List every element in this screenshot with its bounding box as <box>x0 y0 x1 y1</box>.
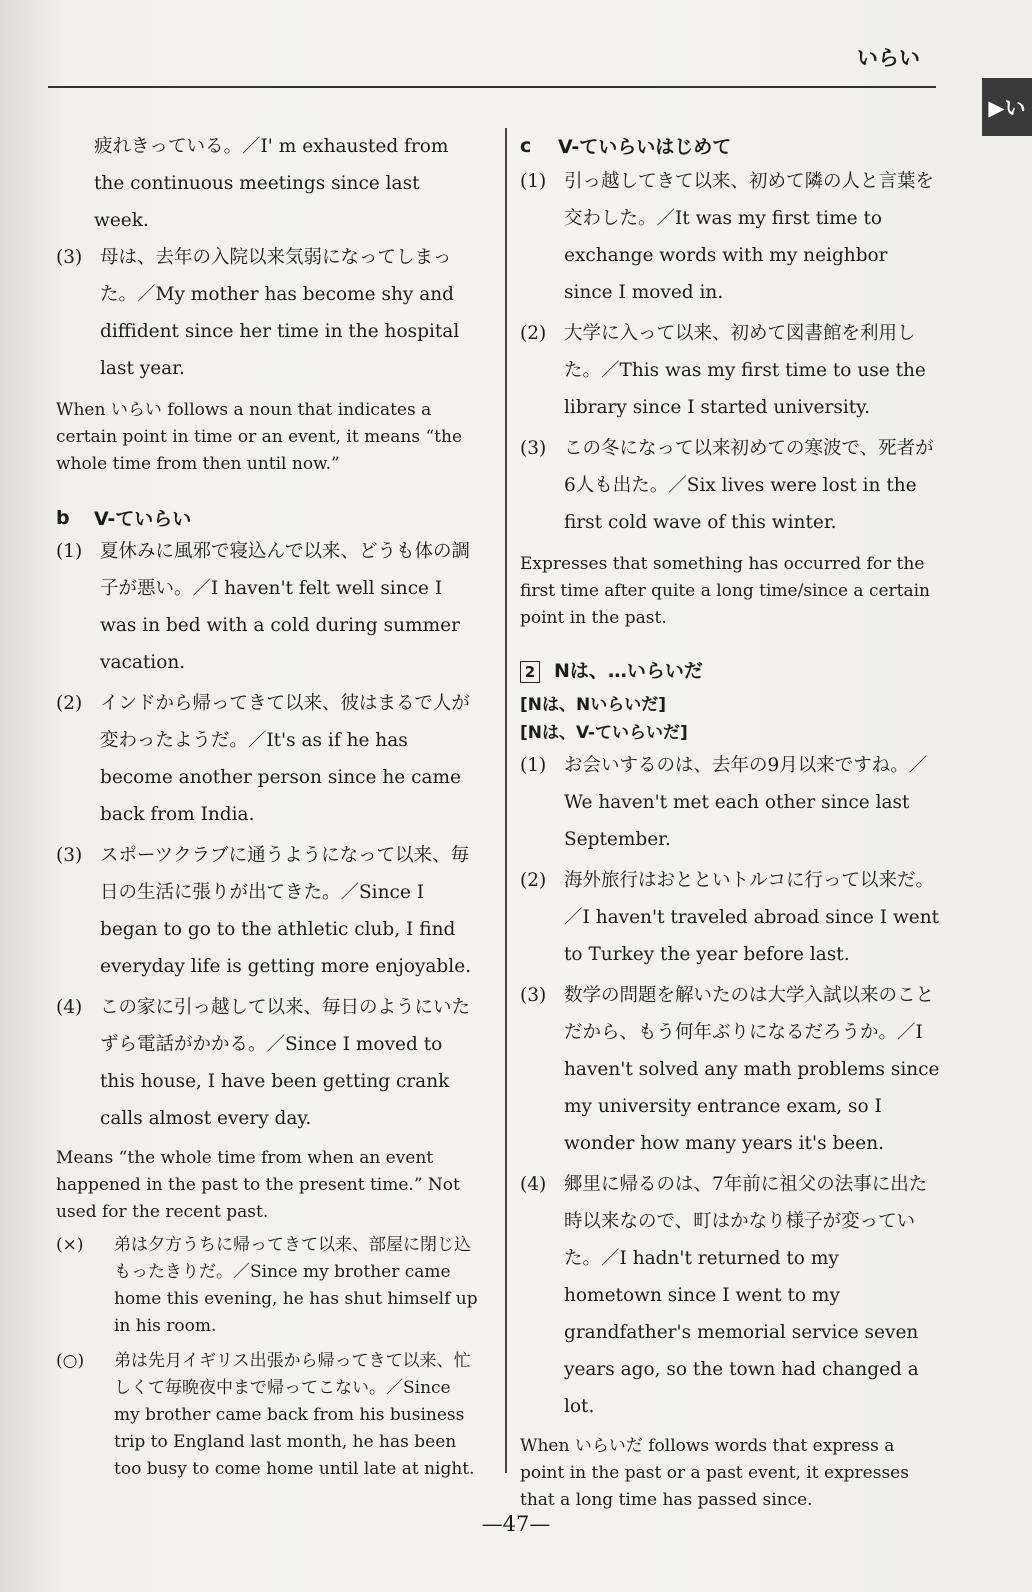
page-number: —47— <box>481 1512 551 1536</box>
running-header: いらい <box>857 46 920 70</box>
example-number: (2) <box>520 870 547 891</box>
example-2-4 <box>520 1166 940 1425</box>
example-text: 郷里に帰るのは、7年前に祖父の法事に出た時以来なので、町はかなり様子が変っていた。／I hadn't returned to my hometown since I went to my grandfather's memorial service seven years ago, so the town had changed a lot. <box>564 1174 928 1417</box>
section-title: Nは、…いらいだ <box>554 660 703 682</box>
example-b2 <box>56 685 478 833</box>
index-tab: ▶い <box>982 78 1032 136</box>
section-heading-2 <box>520 656 940 683</box>
right-column <box>520 128 940 1520</box>
example-2-3 <box>520 977 940 1162</box>
section-heading-c <box>520 132 940 159</box>
example-text: この冬になって以来初めての寒波で、死者が6人も出た。／Six lives were lost in the first cold wave of this winter. <box>564 438 934 533</box>
example-number: (3) <box>520 985 547 1006</box>
section-title: V-ていらいはじめて <box>558 136 732 158</box>
example-number: (2) <box>520 323 547 344</box>
example-text: 夏休みに風邪で寝込んで以来、どうも体の調子が悪い。／I haven't felt well since I was in bed with a cold during summer vacation. <box>100 541 471 673</box>
correct-example <box>56 1348 478 1483</box>
incorrect-example <box>56 1232 478 1340</box>
example-text: 引っ越してきて以来、初めて隣の人と言葉を交わした。／It was my first time to exchange words with my neighbor since I moved in. <box>564 171 935 303</box>
example-number: (1) <box>56 541 83 562</box>
correct-mark: (○) <box>56 1351 85 1371</box>
example-text: 弟は夕方うちに帰ってきて以来、部屋に閉じ込もったきりだ。／Since my brother came home this evening, he has shut himself up in his room. <box>114 1235 478 1336</box>
pattern-label: [Nは、V-ていらいだ] <box>520 723 688 743</box>
example-text: 母は、去年の入院以来気弱になってしまった。／My mother has become shy and diffident since her time in the hospital last year. <box>100 247 460 379</box>
example-c3 <box>520 430 940 541</box>
pattern-label: [Nは、Nいらいだ] <box>520 695 666 715</box>
left-column <box>56 128 478 1483</box>
example-2-1 <box>520 747 940 858</box>
example-text: 弟は先月イギリス出張から帰ってきて以来、忙しくて毎晩夜中まで帰ってこない。／Since my brother came back from his business trip to England last month, he has been too busy to come home until late at night. <box>114 1351 475 1479</box>
example-text: インドから帰ってきて以来、彼はまるで人が変わったようだ。／It's as if he has become another person since he came back from India. <box>100 693 470 825</box>
section-title: V-ていらい <box>94 508 192 530</box>
example-number: (3) <box>520 438 547 459</box>
example-a3 <box>56 239 478 387</box>
example-2-2 <box>520 862 940 973</box>
example-number: (3) <box>56 247 83 268</box>
example-text: 海外旅行はおとといトルコに行って以来だ。／I haven't traveled abroad since I went to Turkey the year before last. <box>564 870 940 965</box>
example-b4 <box>56 989 478 1137</box>
usage-note: Expresses that something has occurred for the first time after quite a long time/since a certain point in the past. <box>520 554 931 628</box>
header-rule <box>48 86 936 88</box>
example-number: (1) <box>520 171 547 192</box>
example-text: スポーツクラブに通うようになって以来、毎日の生活に張りが出てきた。／Since I began to go to the athletic club, I find everyday life is getting more enjoyable. <box>100 845 472 977</box>
example-text: この家に引っ越して以来、毎日のようにいたずら電話がかかる。／Since I moved to this house, I have been getting crank calls almost every day. <box>100 997 471 1129</box>
example-number: (2) <box>56 693 83 714</box>
section-letter: b <box>56 506 70 529</box>
usage-note: Means “the whole time from when an event happened in the past to the present time.” Not used for the recent past. <box>56 1148 460 1222</box>
incorrect-mark: (×) <box>56 1235 84 1255</box>
usage-note: When いらい follows a noun that indicates a certain point in time or an event, it means “the whole time from then until now.” <box>56 400 463 474</box>
example-number: (3) <box>56 845 83 866</box>
example-b1 <box>56 533 478 681</box>
example-text: 疲れきっている。／I' m exhausted from the continuous meetings since last week. <box>94 136 449 231</box>
example-number: (1) <box>520 755 547 776</box>
example-c1 <box>520 163 940 311</box>
example-text: 大学に入って以来、初めて図書館を利用した。／This was my first time to use the library since I started university. <box>564 323 926 418</box>
section-letter: c <box>520 134 532 157</box>
example-number: (4) <box>56 997 83 1018</box>
section-heading-b <box>56 504 478 531</box>
column-divider <box>505 128 507 1473</box>
example-c2 <box>520 315 940 426</box>
example-text: お会いするのは、去年の9月以来ですね。／We haven't met each other since last September. <box>564 755 928 850</box>
example-text: 数学の問題を解いたのは大学入試以来のことだから、もう何年ぶりになるだろうか。／I haven't solved any math problems since my university entrance exam, so I wonder how many years it's been. <box>564 985 940 1154</box>
section-number-box: 2 <box>520 661 540 683</box>
example-number: (4) <box>520 1174 547 1195</box>
example-continued <box>56 128 478 239</box>
usage-note: When いらいだ follows words that express a point in the past or a past event, it expresses that a long time has passed since. <box>520 1436 909 1510</box>
example-b3 <box>56 837 478 985</box>
